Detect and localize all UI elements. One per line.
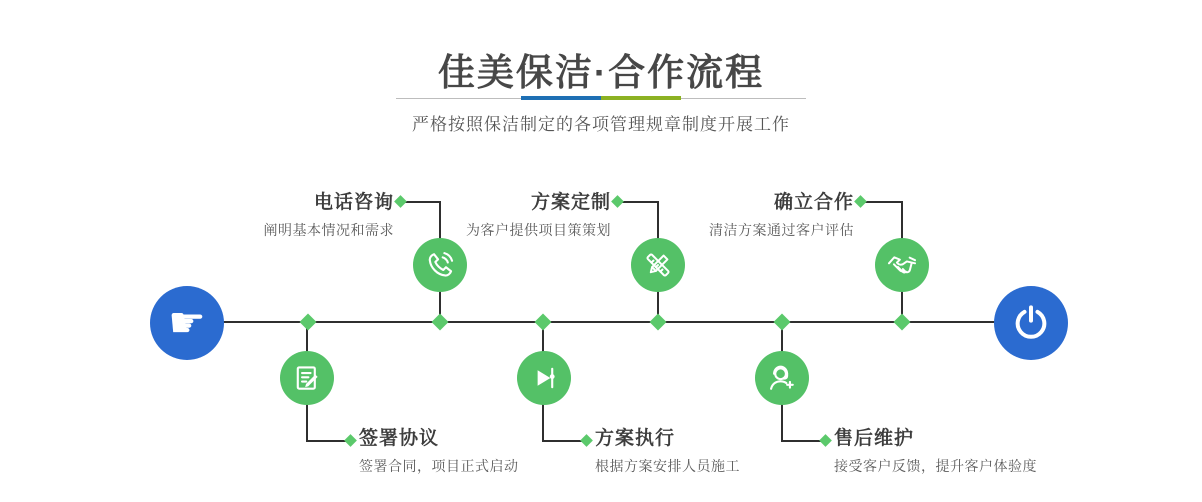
axis-diamond [650,314,667,331]
label-diamond [611,195,624,208]
step-node-sign [280,351,334,405]
power-icon [1011,303,1051,343]
axis-diamond [300,314,317,331]
step-title: 确立合作 [773,192,854,213]
step-node-exec [517,351,571,405]
step-title: 电话咨询 [313,192,394,213]
step-title: 方案定制 [530,192,611,213]
axis-diamond [894,314,911,331]
start-endpoint [150,286,224,360]
contract-icon [290,361,324,395]
pencil-ruler-icon [641,248,675,282]
headset-icon [765,361,799,395]
connector-horizontal-exec [542,440,582,442]
play-icon [527,361,561,395]
step-node-plan [631,238,685,292]
connector-horizontal-after [781,440,821,442]
axis-diamond [535,314,552,331]
step-label-sign [359,423,519,476]
step-desc: 签署合同，项目正式启动 [359,458,519,474]
divider-accent [521,96,681,100]
page-subtitle: 严格按照保洁制定的各项管理规章制度开展工作 [412,115,790,134]
label-diamond [580,434,593,447]
step-label-confirm [709,187,854,240]
step-desc: 阐明基本情况和需求 [263,222,394,238]
connector-horizontal-tel [405,201,441,203]
connector-horizontal-sign [306,440,346,442]
step-desc: 接受客户反馈，提升客户体验度 [834,458,1037,474]
step-title: 售后维护 [834,428,915,449]
divider-accent-green [601,96,681,100]
axis-diamond [432,314,449,331]
step-node-tel [413,238,467,292]
step-node-confirm [875,238,929,292]
label-diamond [344,434,357,447]
step-node-after [755,351,809,405]
step-title: 签署协议 [359,428,440,449]
step-desc: 为客户提供项目策策划 [466,222,611,238]
handshake-icon [885,248,919,282]
end-endpoint [994,286,1068,360]
label-diamond [854,195,867,208]
phone-icon [423,248,457,282]
page-title: 佳美保洁·合作流程 [437,52,765,93]
step-desc: 根据方案安排人员施工 [595,458,740,474]
step-label-plan [466,187,611,240]
step-desc: 清洁方案通过客户评估 [709,222,854,238]
step-label-after [834,423,1037,476]
divider-accent-blue [521,96,601,100]
step-title: 方案执行 [595,428,676,449]
label-diamond [394,195,407,208]
label-diamond [819,434,832,447]
connector-horizontal-confirm [865,201,903,203]
step-label-tel [264,187,395,240]
pointing-hand-icon: ☛ [168,298,206,347]
connector-horizontal-plan [622,201,659,203]
axis-diamond [774,314,791,331]
step-label-exec [595,423,740,476]
